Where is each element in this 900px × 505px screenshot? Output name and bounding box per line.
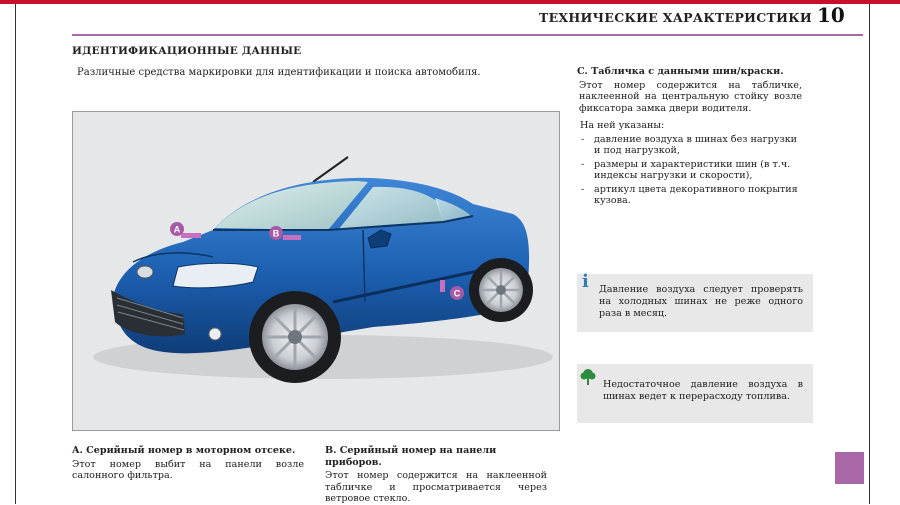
info-note-box — [577, 271, 813, 332]
car-drawing — [73, 112, 560, 431]
svg-text:A: A — [173, 224, 181, 235]
list-item: - артикул цвета декоративного покрытия кузова. — [581, 183, 798, 206]
section-intro: Различные средства маркировки для идентификации и поиска автомобиля. — [77, 67, 481, 78]
plate-c-sticker — [440, 280, 445, 292]
car-illustration — [72, 111, 560, 431]
tree-icon — [580, 368, 596, 390]
list-item: - давление воздуха в шинах без нагрузки и под нагрузкой, — [581, 133, 798, 156]
caption-c-list-intro: На ней указаны: — [580, 120, 665, 131]
caption-b-text: Этот номер содержится на наклеенной табличке и просматривается через ветровое стекло. — [325, 470, 547, 504]
plate-a-sticker — [181, 233, 201, 238]
caption-b — [325, 445, 547, 505]
caption-a-text: Этот номер выбит на панели возле салонного фильтра. — [72, 458, 304, 481]
header-divider — [72, 34, 863, 36]
info-icon: i — [582, 271, 589, 292]
caption-a-title: A. Серийный номер в моторном отсеке. — [72, 445, 296, 456]
left-margin-rule — [15, 4, 16, 504]
svg-text:B: B — [272, 228, 280, 239]
section-title: ИДЕНТИФИКАЦИОННЫЕ ДАННЫЕ — [72, 45, 302, 57]
marker-c — [450, 286, 464, 300]
eco-note-box — [577, 364, 813, 423]
caption-c — [577, 66, 802, 209]
plate-b-sticker — [283, 235, 301, 240]
caption-c-text: Этот номер содержится на табличке, наклеенной на центральную стойку возле фиксатора замка двери водителя. — [579, 79, 802, 114]
page-number: 10 — [817, 3, 845, 27]
svg-text:C: C — [453, 288, 461, 299]
chapter-title: ТЕХНИЧЕСКИЕ ХАРАКТЕРИСТИКИ — [539, 10, 813, 25]
caption-b-title: B. Серийный номер на панели приборов. — [325, 445, 497, 468]
marker-a — [170, 222, 184, 236]
list-item: - размеры и характеристики шин (в т.ч. индексы нагрузки и скорости), — [581, 158, 791, 181]
eco-note-text: Недостаточное давление воздуха в шинах ведет к перерасходу топлива. — [603, 379, 803, 402]
top-accent-bar — [0, 0, 900, 4]
caption-a — [72, 445, 304, 482]
caption-c-title: C. Табличка с данными шин/краски. — [577, 66, 784, 77]
info-note-text: Давление воздуха следует проверять на холодных шинах не реже одного раза в месяц. — [599, 284, 803, 319]
right-margin-rule — [869, 4, 870, 504]
page-corner-tab — [835, 452, 864, 484]
marker-b — [269, 226, 283, 240]
tyre-data-list — [577, 134, 802, 207]
